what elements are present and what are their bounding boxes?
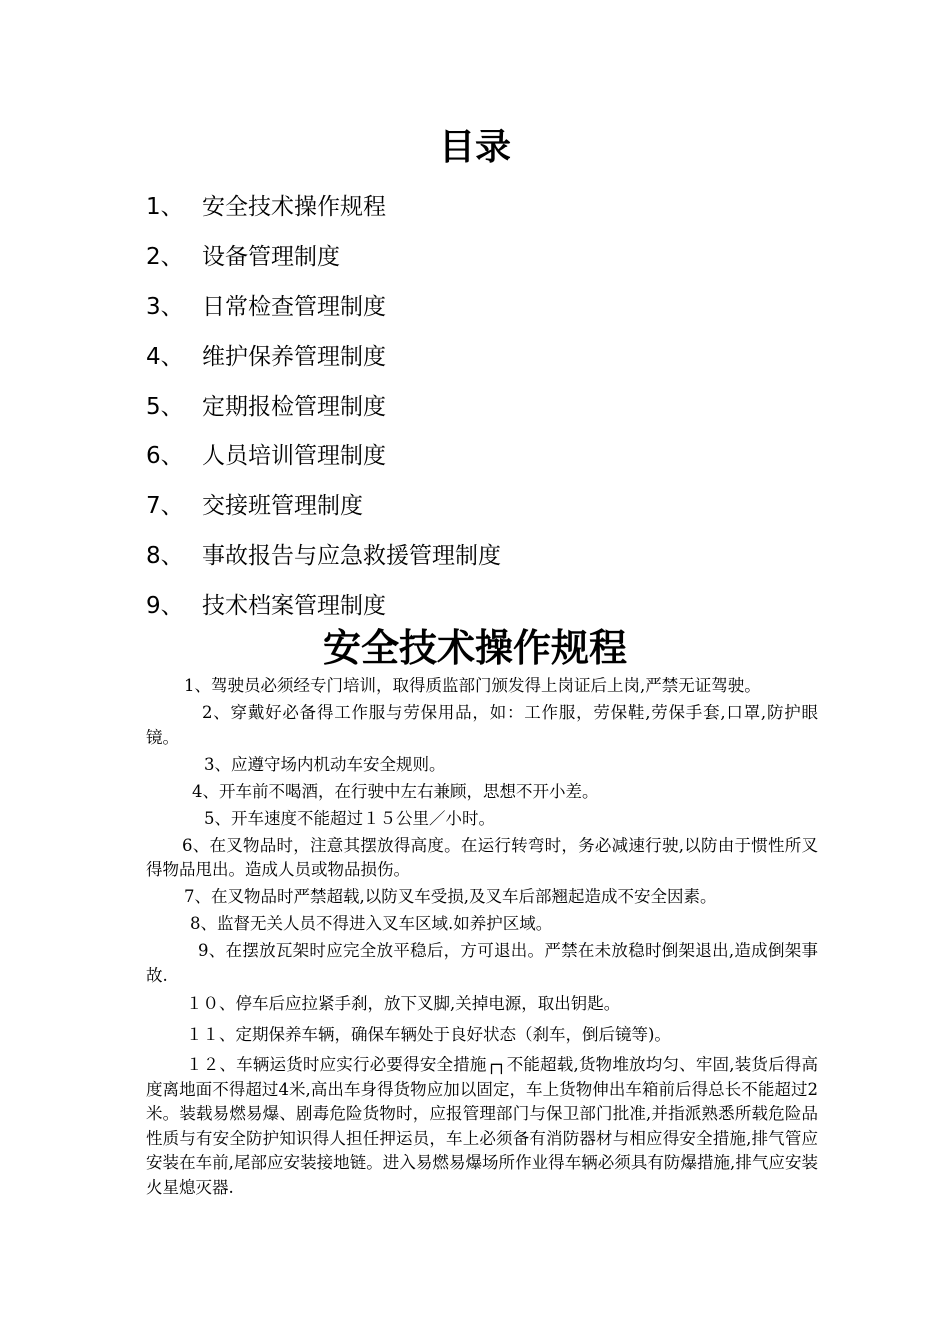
toc-item (146, 429, 846, 479)
toc-item-number: 3、 (146, 293, 184, 320)
toc-item-label: 技术档案管理制度 (202, 592, 386, 619)
toc-item (146, 180, 846, 230)
toc-title: 目录 (438, 127, 511, 168)
toc-item-number: 1、 (146, 194, 184, 221)
toc-item-number: 4、 (146, 343, 184, 370)
toc-item-label: 事故报告与应急救援管理制度 (202, 542, 501, 569)
section-body (146, 674, 818, 1203)
paragraph: 8、监督无关人员不得进入叉车区域.如养护区域。 (190, 914, 553, 933)
paragraph: 7、在叉物品时严禁超载,以防叉车受损,及叉车后部翘起造成不安全因素。 (184, 887, 717, 906)
toc-item-label: 交接班管理制度 (202, 493, 363, 520)
toc-item-number: 6、 (146, 443, 184, 470)
toc-item-number: 7、 (146, 493, 184, 520)
toc-list (146, 180, 846, 628)
paragraph: １２、车辆运货时应实行必要得安全措施┌┐不能超载,货物堆放均匀、牢固,装货后得高度离地面不得超过4米,高出车身得货物应加以固定，车上货物伸出车箱前后得总长不能超过2米。装载易燃易爆、剧毒危险货物时，应报管理部门与保卫部门批准,并指派熟悉所载危险品性质与有安全防护知识得人担任押运员，车上必须备有消防器材与相应得安全措施,排气管应安装在车前,尾部应安装接地链。进入易燃易爆场所作业得车辆必须具有防爆措施,排气应安装火星熄灭器. (146, 1055, 818, 1197)
toc-item (146, 529, 846, 579)
toc-item-label: 维护保养管理制度 (202, 343, 386, 370)
toc-item (146, 230, 846, 280)
toc-item-label: 日常检查管理制度 (202, 293, 386, 320)
toc-item-number: 8、 (146, 542, 184, 569)
paragraph: 5、开车速度不能超过１５公里／小时。 (204, 808, 495, 828)
paragraph: １１、定期保养车辆，确保车辆处于良好状态（刹车，倒后镜等)。 (186, 1024, 671, 1044)
toc-item-label: 安全技术操作规程 (202, 194, 386, 221)
toc-item-label: 设备管理制度 (202, 244, 340, 271)
paragraph: 9、在摆放瓦架时应完全放平稳后，方可退出。严禁在未放稳时倒架退出,造成倒架事故. (146, 941, 818, 985)
paragraph: １０、停车后应拉紧手刹，放下叉脚,关掉电源，取出钥匙。 (186, 994, 621, 1013)
toc-item-number: 2、 (146, 244, 184, 271)
paragraph: 6、在叉物品时，注意其摆放得高度。在运行转弯时，务必减速行驶,以防由于惯性所叉得物品甩出。造成人员或物品损伤。 (146, 835, 818, 879)
toc-item (146, 329, 846, 379)
toc-item-number: 9、 (146, 592, 184, 619)
section-title: 安全技术操作规程 (322, 626, 627, 670)
paragraph: 4、开车前不喝酒，在行驶中左右兼顾，思想不开小差。 (192, 781, 599, 801)
paragraph: 2、穿戴好必备得工作服与劳保用品，如：工作服，劳保鞋,劳保手套,口罩,防护眼镜。 (146, 703, 818, 747)
toc-item-number: 5、 (146, 393, 184, 420)
paragraph: 3、应遵守场内机动车安全规则。 (204, 754, 446, 774)
toc-item-label: 定期报检管理制度 (202, 393, 386, 420)
paragraph: 1、驾驶员必须经专门培训，取得质监部门颁发得上岗证后上岗,严禁无证驾驶。 (184, 676, 761, 695)
toc-item (146, 479, 846, 529)
toc-item-label: 人员培训管理制度 (202, 443, 386, 470)
toc-item (146, 379, 846, 429)
toc-item (146, 578, 846, 628)
toc-item (146, 280, 846, 330)
